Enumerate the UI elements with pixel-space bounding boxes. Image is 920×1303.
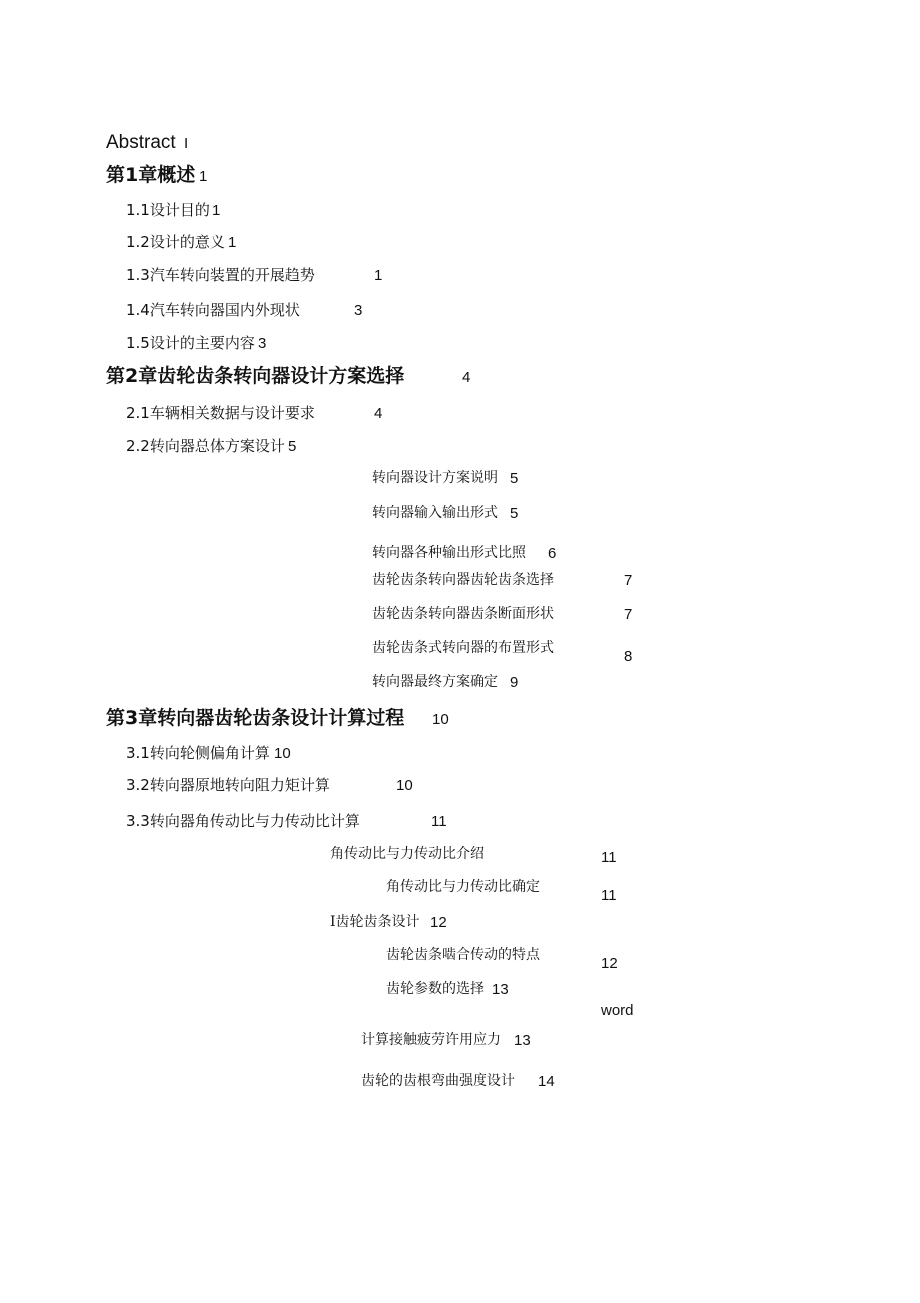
toc-label: 转向器最终方案确定 [372, 674, 498, 690]
toc-label: 1.1设计目的 [126, 201, 210, 219]
toc-label: 2.2转向器总体方案设计 [126, 437, 285, 455]
watermark-label: word [601, 1002, 634, 1019]
toc-label: 3.3转向器角传动比与力传动比计算 [126, 812, 360, 830]
toc-page-number: 10 [274, 745, 291, 762]
toc-page-number: 3 [258, 335, 267, 352]
toc-label: 1.5设计的主要内容 [126, 334, 255, 352]
toc-label: Abstract [106, 132, 176, 153]
toc-label: 齿轮齿条式转向器的布置形式 [372, 640, 554, 656]
toc-label: 角传动比与力传动比介绍 [330, 846, 484, 862]
toc-label: I齿轮齿条设计 [330, 914, 420, 930]
toc-label: 齿轮齿条转向器齿条断面形状 [372, 606, 554, 622]
toc-page-number: 11 [601, 849, 617, 866]
toc-page-number: 4 [462, 369, 471, 386]
toc-page-number: 8 [624, 648, 633, 665]
toc-label: 转向器设计方案说明 [372, 470, 498, 486]
toc-label: 第1章概述 [106, 164, 196, 186]
toc-page-number: 12 [430, 914, 447, 931]
toc-page-number: 12 [601, 955, 618, 972]
toc-page-number: 1 [374, 267, 383, 284]
toc-label: 角传动比与力传动比确定 [386, 879, 540, 895]
toc-page-number: 5 [288, 438, 297, 455]
toc-page-number: 9 [510, 674, 519, 691]
toc-label: 转向器输入输出形式 [372, 505, 498, 521]
toc-page-number: 5 [510, 505, 519, 522]
toc-label: 1.4汽车转向器国内外现状 [126, 301, 300, 319]
toc-page-number: 13 [514, 1032, 531, 1049]
toc-page-number: 11 [431, 813, 447, 830]
toc-page-number: 4 [374, 405, 383, 422]
toc-label: 2.1车辆相关数据与设计要求 [126, 404, 315, 422]
toc-page-number: 7 [624, 572, 633, 589]
toc-label: 齿轮的齿根弯曲强度设计 [361, 1073, 515, 1089]
toc-page-number: 10 [432, 711, 449, 728]
toc-page-number: 11 [601, 887, 617, 904]
toc-page-number: 1 [199, 168, 208, 185]
toc-label: 齿轮齿条转向器齿轮齿条选择 [372, 572, 554, 588]
toc-page-number: 1 [228, 234, 237, 251]
toc-label: 3.1转向轮侧偏角计算 [126, 744, 270, 762]
toc-label: 计算接触疲劳许用应力 [361, 1032, 501, 1048]
toc-page-number: 3 [354, 302, 363, 319]
toc-label: 1.2设计的意义 [126, 233, 225, 251]
toc-label: 第3章转向器齿轮齿条设计计算过程 [106, 707, 405, 729]
toc-page-number: 5 [510, 470, 519, 487]
toc-label: 1.3汽车转向装置的开展趋势 [126, 266, 315, 284]
toc-page-number: 14 [538, 1073, 555, 1090]
toc-label: 齿轮齿条啮合传动的特点 [386, 947, 540, 963]
toc-label: 3.2转向器原地转向阻力矩计算 [126, 776, 330, 794]
toc-label: 第2章齿轮齿条转向器设计方案选择 [106, 365, 405, 387]
toc-page-number: I [184, 135, 189, 152]
toc-page-number: 1 [212, 202, 221, 219]
toc-page-number: 13 [492, 981, 509, 998]
toc-page-number: 6 [548, 545, 557, 562]
toc-page-number: 7 [624, 606, 633, 623]
toc-label: 转向器各种输出形式比照 [372, 545, 526, 561]
toc-page-number: 10 [396, 777, 413, 794]
toc-label: 齿轮参数的选择 [386, 981, 484, 997]
